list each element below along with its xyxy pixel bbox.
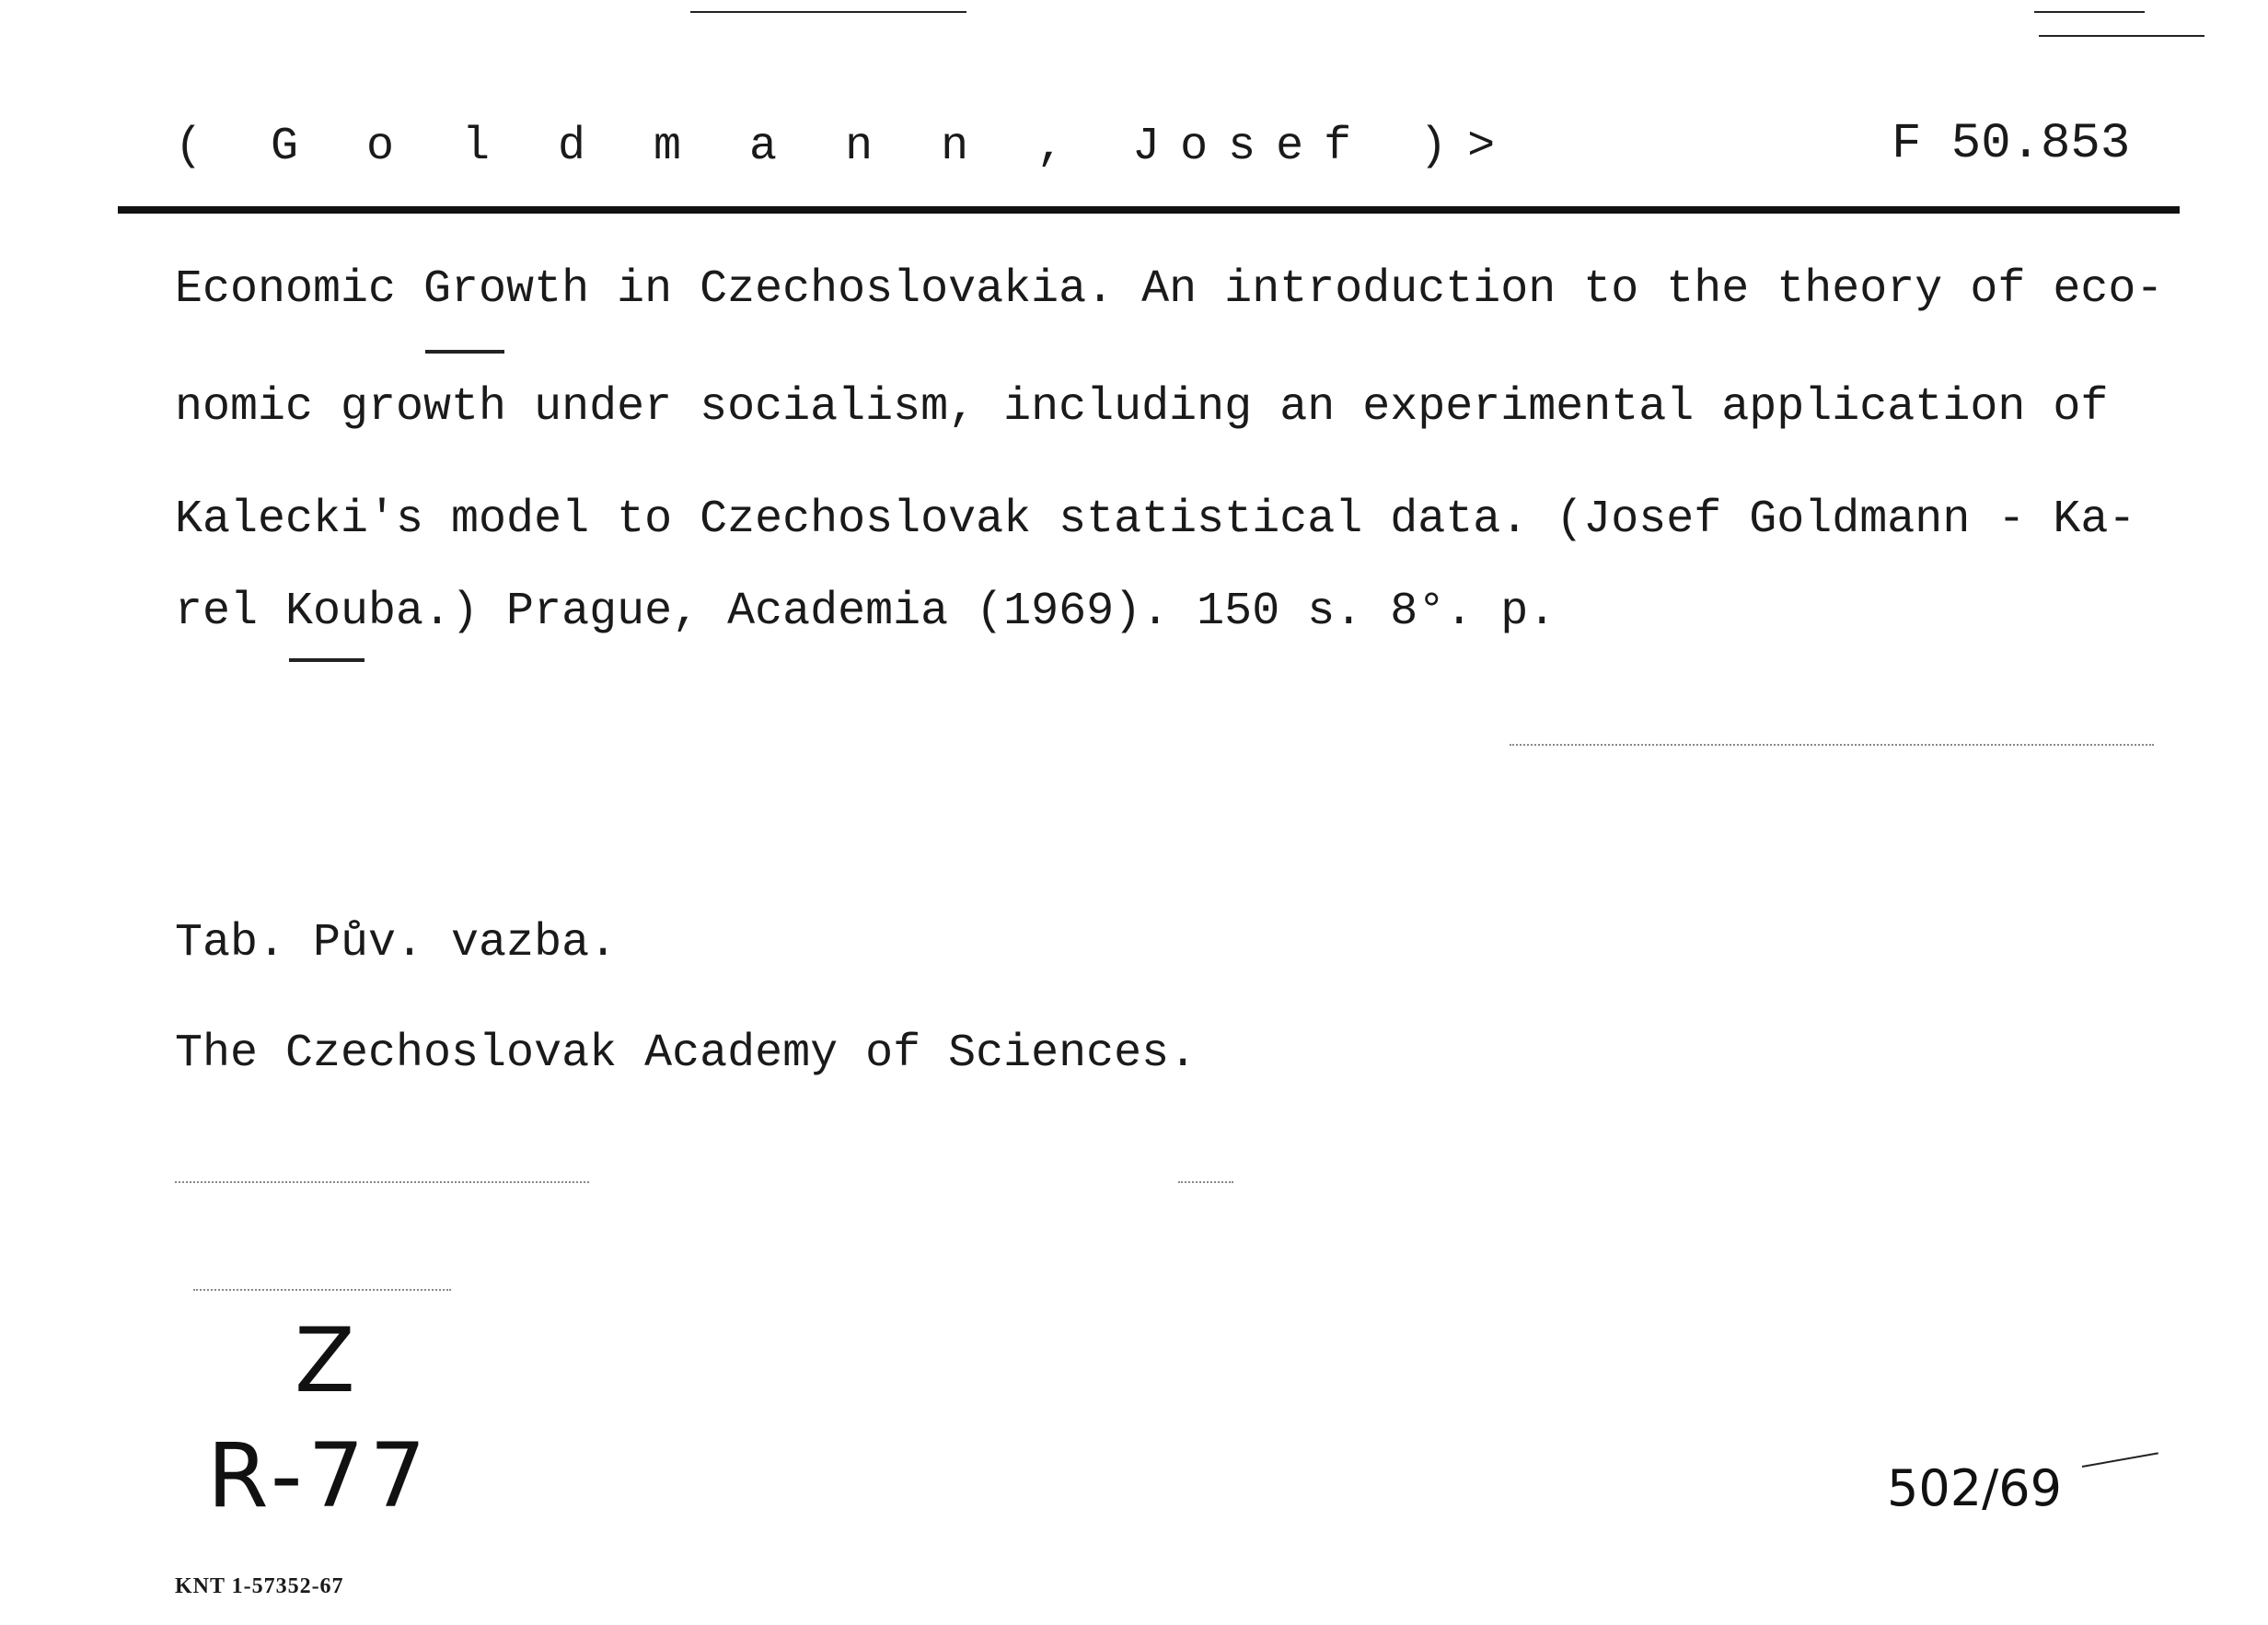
accession-number: 502/69 bbox=[1887, 1459, 2062, 1517]
scan-artifact-line bbox=[690, 11, 966, 13]
heading-rule bbox=[118, 206, 2180, 214]
note-line: Tab. Pův. vazba. bbox=[175, 917, 618, 969]
author-heading: ( G o l d m a n n , Josef )> bbox=[175, 121, 1516, 173]
underline-mark bbox=[425, 350, 504, 354]
shelfmark: F 50.853 bbox=[1892, 116, 2131, 172]
description-line-1: Economic Growth in Czechoslovakia. An introduction to the theory of eco- bbox=[175, 263, 2164, 316]
scan-noise bbox=[1510, 744, 2154, 746]
underline-mark bbox=[289, 658, 364, 662]
description-line-2: nomic growth under socialism, including an experimental application of bbox=[175, 381, 2109, 434]
handwritten-code: R-77 bbox=[207, 1424, 432, 1527]
scan-noise bbox=[175, 1181, 589, 1183]
description-line-4: rel Kouba.) Prague, Academia (1969). 150 s. 8°. p. bbox=[175, 586, 1556, 638]
scan-artifact-line bbox=[2034, 11, 2145, 13]
scan-artifact-line bbox=[2039, 35, 2204, 37]
scan-noise bbox=[1178, 1181, 1233, 1183]
pen-stroke bbox=[2082, 1452, 2158, 1468]
handwritten-z: Z bbox=[295, 1309, 355, 1412]
publisher-line: The Czechoslovak Academy of Sciences. bbox=[175, 1027, 1198, 1080]
description-line-3: Kalecki's model to Czechoslovak statistical data. (Josef Goldmann - Ka- bbox=[175, 493, 2136, 546]
form-code: KNT 1-57352-67 bbox=[175, 1574, 344, 1598]
scan-noise bbox=[193, 1289, 451, 1291]
